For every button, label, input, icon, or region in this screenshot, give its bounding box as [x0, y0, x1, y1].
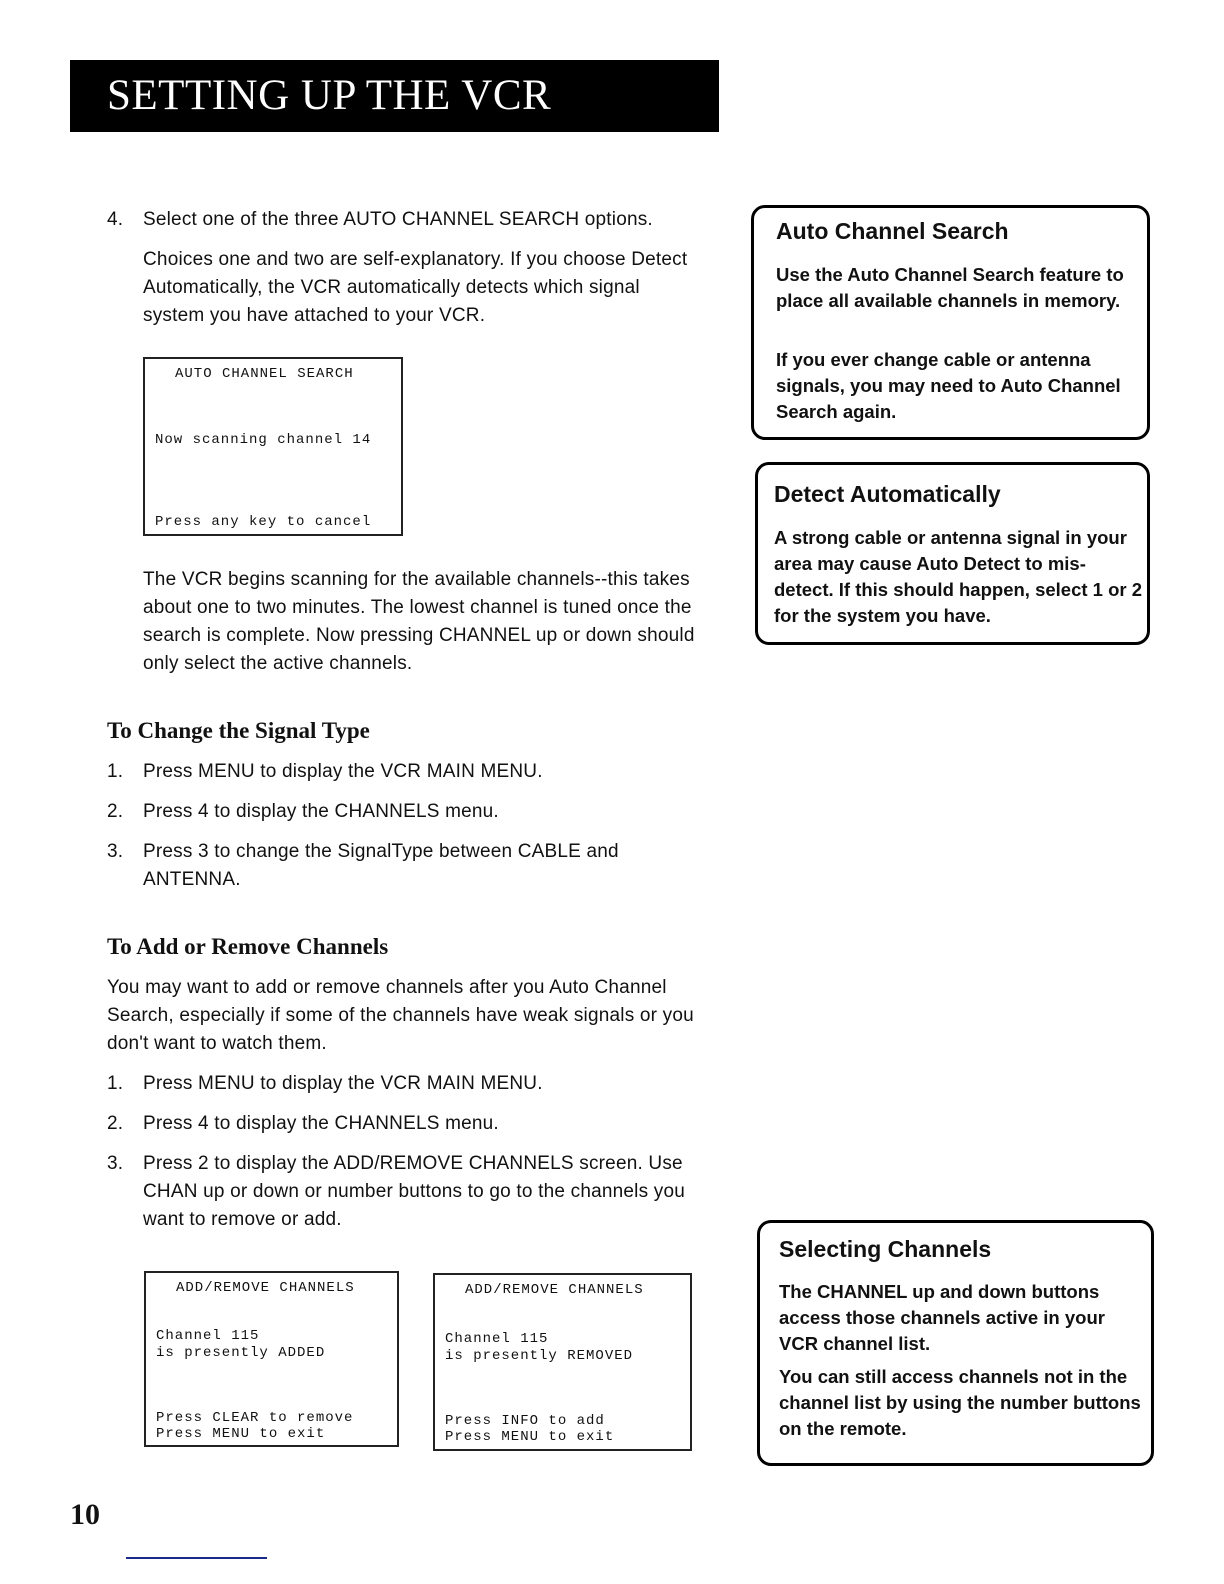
- tip-text: Use the Auto Channel Search feature to place all available channels in memory.: [776, 264, 1124, 311]
- step-number: 2.: [107, 1113, 124, 1134]
- tip-text: You can still access channels not in the channel list by using the number buttons on the remote.: [779, 1366, 1141, 1439]
- step-number: 1.: [107, 1073, 124, 1094]
- screen-title: AUTO CHANNEL SEARCH: [175, 366, 354, 382]
- screen-line: Press INFO to add: [445, 1413, 605, 1429]
- tip-text: The CHANNEL up and down buttons access those channels active in your VCR channel list.: [779, 1281, 1105, 1354]
- screen-line: Press MENU to exit: [445, 1429, 615, 1445]
- tip-auto-channel-search: [751, 205, 1150, 440]
- channel-removed-screen: [433, 1273, 692, 1451]
- signal-type-heading: To Change the Signal Type: [107, 718, 370, 743]
- auto-channel-search-screen: [143, 357, 403, 536]
- step-number: 1.: [107, 761, 124, 782]
- step-text: Press 3 to change the SignalType between CABLE and ANTENNA.: [143, 841, 619, 890]
- step-text: Press 4 to display the CHANNELS menu.: [143, 1113, 499, 1134]
- step-text: Press 2 to display the ADD/REMOVE CHANNELS screen. Use CHAN up or down or number buttons to go to the channels you want to remove or add.: [143, 1153, 685, 1230]
- screen-title: ADD/REMOVE CHANNELS: [176, 1280, 355, 1296]
- section-title: SETTING UP THE VCR: [107, 72, 552, 119]
- tip-selecting-channels: [757, 1220, 1154, 1466]
- add-remove-intro: You may want to add or remove channels after you Auto Channel Search, especially if some of the channels have weak signals or you don't want to watch them.: [107, 977, 694, 1054]
- screen-line: Channel 115: [156, 1328, 260, 1344]
- tip-title: Auto Channel Search: [776, 218, 1009, 244]
- tip-detect-automatically: [755, 462, 1150, 645]
- step-number: 3.: [107, 841, 124, 862]
- section-header: [70, 60, 719, 132]
- screen-line: Press MENU to exit: [156, 1426, 326, 1442]
- step-text: Select one of the three AUTO CHANNEL SEARCH options.: [143, 209, 653, 230]
- step-text: Press 4 to display the CHANNELS menu.: [143, 801, 499, 822]
- add-remove-heading: To Add or Remove Channels: [107, 934, 389, 959]
- screen-line: is presently ADDED: [156, 1345, 326, 1361]
- step-text: Press MENU to display the VCR MAIN MENU.: [143, 761, 543, 782]
- screen-line: Press any key to cancel: [155, 514, 372, 530]
- step-4: [107, 206, 723, 330]
- screen-line: is presently REMOVED: [445, 1348, 634, 1364]
- screen-title: ADD/REMOVE CHANNELS: [465, 1282, 644, 1298]
- step-number: 2.: [107, 801, 124, 822]
- step-paragraph: Choices one and two are self-explanatory. If you choose Detect Automatically, the VCR automatically detects which signal system you have attached to your VCR.: [143, 249, 688, 326]
- step-text: Press MENU to display the VCR MAIN MENU.: [143, 1073, 543, 1094]
- channel-added-screen: [144, 1271, 399, 1447]
- footer-rule: [126, 1557, 267, 1559]
- page-number: 10: [70, 1498, 100, 1531]
- tip-title: Detect Automatically: [774, 481, 1001, 507]
- add-remove-steps: [107, 1070, 723, 1234]
- screen-line: Now scanning channel 14: [155, 432, 372, 448]
- screen-line: Channel 115: [445, 1331, 549, 1347]
- signal-steps: [107, 758, 683, 894]
- screen-line: Press CLEAR to remove: [156, 1410, 354, 1426]
- step-number: 4.: [107, 209, 124, 230]
- tip-title: Selecting Channels: [779, 1236, 992, 1262]
- tip-text: If you ever change cable or antenna signals, you may need to Auto Channel Search again.: [776, 349, 1121, 422]
- scan-paragraph: The VCR begins scanning for the available channels--this takes about one to two minutes. The lowest channel is tuned once the search is complete. Now pressing CHANNEL up or down should only select the active channels.: [143, 569, 695, 674]
- tip-text: A strong cable or antenna signal in your area may cause Auto Detect to mis-detect. If this should happen, select 1 or 2 for the system you have.: [774, 527, 1143, 626]
- step-number: 3.: [107, 1153, 124, 1174]
